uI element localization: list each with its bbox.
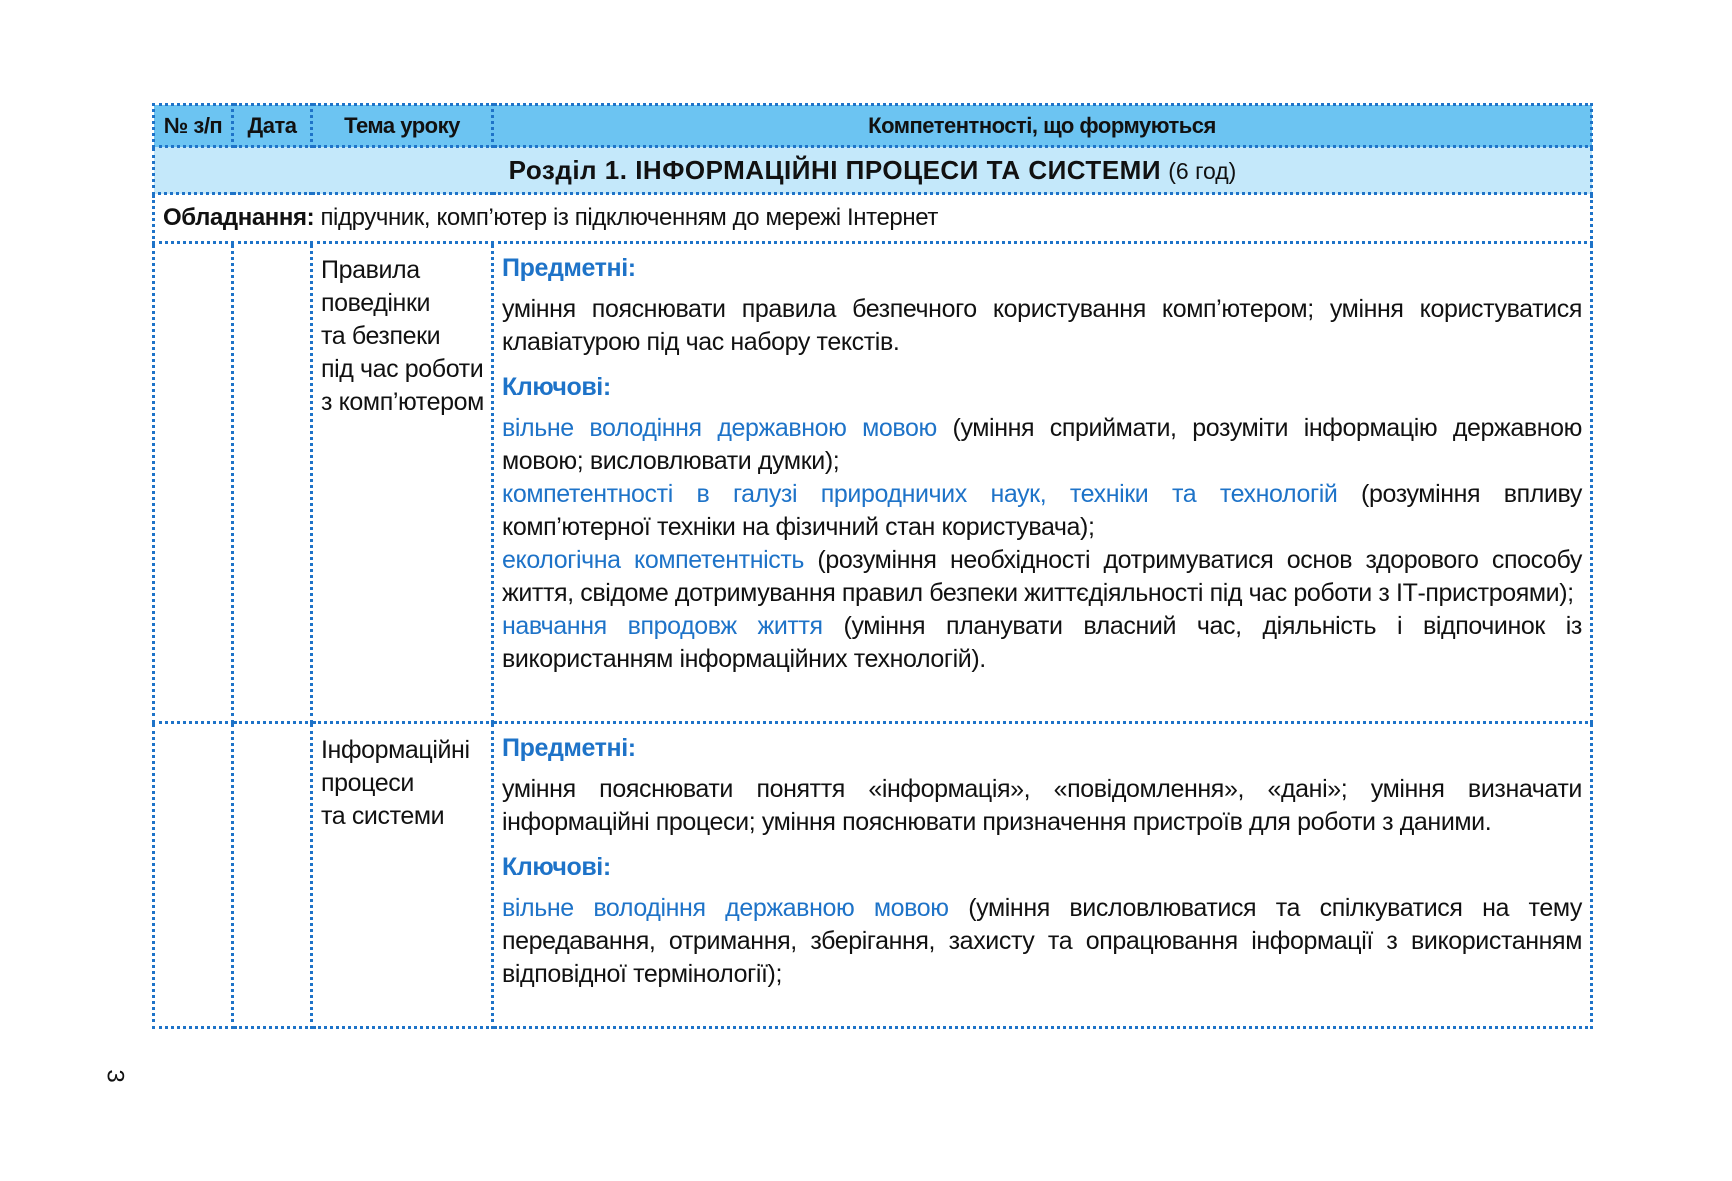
key-competency-desc: (уміння сприймати, розуміти інформацію державною мовою; висловлювати думки); [502, 414, 1583, 475]
lesson-num-cell [154, 723, 233, 1028]
key-competencies-heading: Ключові: [502, 853, 611, 881]
header-topic: Тема уроку [312, 105, 493, 147]
topic-line: процеси [321, 769, 414, 797]
header-date: Дата [233, 105, 312, 147]
key-competency-item [502, 412, 1582, 478]
key-competency-desc: (розуміння впливу комп’ютерної техніки на фізичний стан користувача); [502, 480, 1582, 541]
lesson-competencies-cell [493, 243, 1592, 723]
table-row [154, 243, 1592, 723]
section-hours: (6 год) [1168, 157, 1237, 184]
table-row [154, 723, 1592, 1028]
topic-line: з комп’ютером [321, 388, 484, 416]
key-competency-desc: (розуміння необхідності дотримуватися основ здорового способу життя, свідоме дотримування правил безпеки життєдіяльності під час роботи з ІТ-пристроями); [502, 546, 1582, 607]
equipment-label: Обладнання: [163, 204, 315, 231]
header-num: № з/п [154, 105, 233, 147]
lesson-topic-cell [312, 723, 493, 1028]
equipment-cell [154, 194, 1592, 243]
topic-line: поведінки [321, 289, 431, 317]
topic-line: Правила [321, 256, 420, 284]
key-competency-desc: (уміння планувати власний час, діяльність і відпочинок із використанням інформаційних технологій). [502, 612, 1582, 673]
equipment-row [154, 194, 1592, 243]
key-competency-name: вільне володіння державною мовою [502, 414, 937, 442]
table-header-row [154, 105, 1592, 147]
header-competencies: Компетентності, що формуються [493, 105, 1592, 147]
topic-line: під час роботи [321, 355, 484, 383]
subject-competencies-text: уміння пояснювати правила безпечного користування комп’ютером; уміння користуватися клавіатурою під час набору текстів. [502, 295, 1582, 356]
lesson-date-cell [233, 243, 312, 723]
key-competency-desc: (уміння висловлюватися та спілкуватися на тему передавання, отримання, зберігання, захисту та опрацювання інформації з використанням відповідної термінології); [502, 894, 1583, 988]
key-competencies-heading: Ключові: [502, 373, 611, 401]
topic-line: та системи [321, 802, 445, 830]
section-title: Розділ 1. ІНФОРМАЦІЙНІ ПРОЦЕСИ ТА СИСТЕМИ [508, 154, 1162, 185]
key-competency-item [502, 610, 1582, 676]
lesson-competencies-cell [493, 723, 1592, 1028]
lesson-num-cell [154, 243, 233, 723]
key-competency-name: вільне володіння державною мовою [502, 894, 949, 922]
topic-line: Інформаційні [321, 736, 470, 764]
key-competency-name: екологічна компетентність [502, 546, 805, 574]
lesson-topic-cell [312, 243, 493, 723]
key-competency-item [502, 478, 1582, 544]
lesson-date-cell [233, 723, 312, 1028]
page-number: 3 [101, 1069, 129, 1083]
key-competency-name: компетентності в галузі природничих наук, техніки та технологій [502, 480, 1338, 508]
subject-competencies-heading: Предметні: [502, 254, 636, 282]
key-competency-name: навчання впродовж життя [502, 612, 823, 640]
subject-competencies-heading: Предметні: [502, 734, 636, 762]
section-row [154, 147, 1592, 194]
key-competency-item [502, 892, 1582, 991]
section-heading [154, 147, 1592, 194]
subject-competencies-text: уміння пояснювати поняття «інформація», «повідомлення», «дані»; уміння визначати інформаційні процеси; уміння пояснювати призначення пристроїв для роботи з даними. [502, 775, 1582, 836]
topic-line: та безпеки [321, 322, 441, 350]
equipment-text: підручник, комп’ютер із підключенням до мережі Інтернет [320, 204, 938, 231]
key-competency-item [502, 544, 1582, 610]
lesson-plan-table [152, 103, 1593, 1029]
